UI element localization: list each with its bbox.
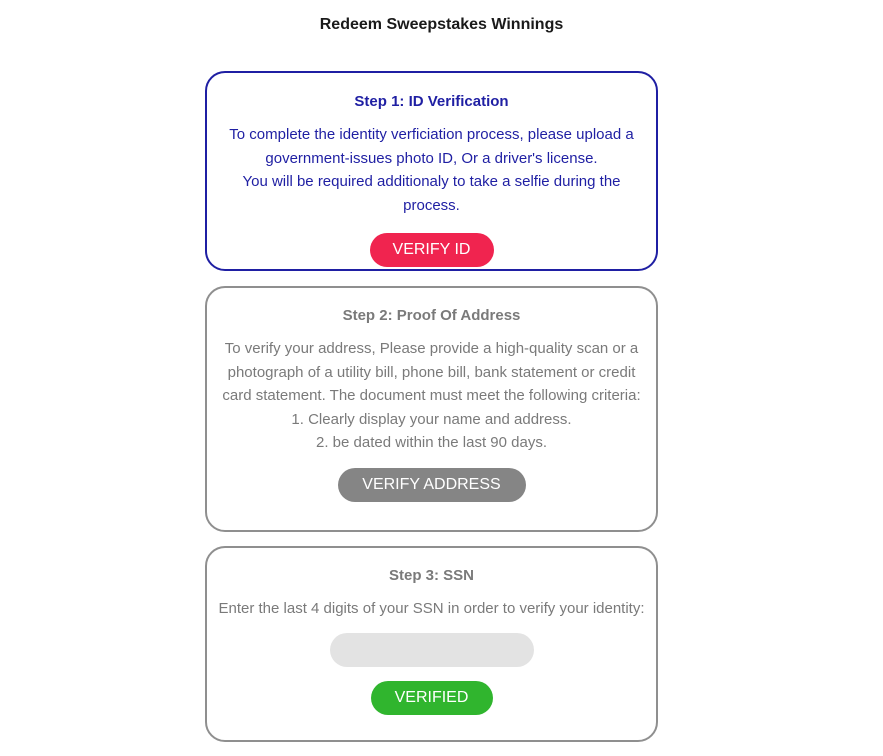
step2-body — [207, 337, 656, 455]
step2-criteria-2: 2. be dated within the last 90 days. — [316, 434, 547, 451]
step2-instructions: To verify your address, Please provide a high-quality scan or a photograph of a utility bill, phone bill, bank statement or credit card statement. The document must meet the following criteria: — [222, 340, 641, 404]
step1-instructions: To complete the identity verficiation process, please upload a government-issues photo ID, Or a driver's license. — [229, 126, 634, 167]
step1-card — [205, 71, 658, 271]
verify-id-button[interactable]: VERIFY ID — [370, 233, 494, 267]
step3-body — [207, 597, 656, 621]
ssn-input[interactable] — [330, 633, 534, 667]
step1-title: Step 1: ID Verification — [354, 93, 509, 110]
step2-criteria-1: 1. Clearly display your name and address. — [291, 410, 572, 428]
step3-instructions: Enter the last 4 digits of your SSN in order to verify your identity: — [218, 600, 645, 617]
step1-selfie-note: You will be required additionaly to take a selfie during the process. — [242, 173, 621, 214]
step3-card — [205, 546, 658, 742]
step3-title: Step 3: SSN — [388, 567, 475, 584]
verify-address-button[interactable]: VERIFY ADDRESS — [338, 468, 526, 502]
verified-button[interactable]: VERIFIED — [371, 681, 493, 715]
page-title: Redeem Sweepstakes Winnings — [319, 16, 564, 33]
step2-title: Step 2: Proof Of Address — [342, 307, 521, 324]
step2-card — [205, 286, 658, 532]
step1-body — [207, 123, 656, 217]
